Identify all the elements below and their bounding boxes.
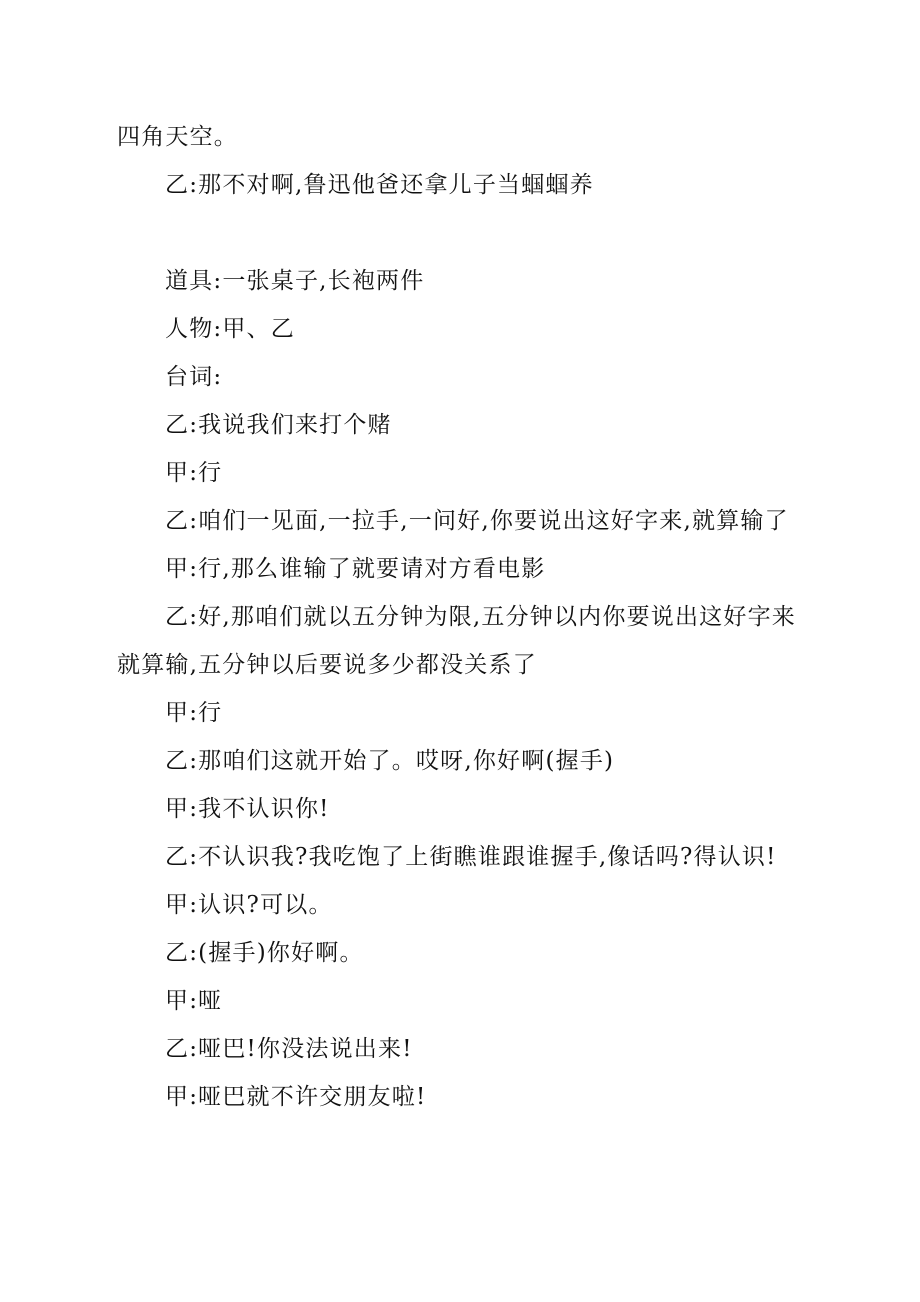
dialogue-line: 甲:我不认识你! — [165, 796, 330, 822]
dialogue-line: 甲:哑 — [165, 988, 223, 1014]
dialogue-line: 乙:不认识我?我吃饱了上街瞧谁跟谁握手,像话吗?得认识! — [165, 844, 777, 870]
dialogue-line: 乙:好,那咱们就以五分钟为限,五分钟以内你要说出这好字来就算输,五分钟以后要说多少都没关系了 — [117, 604, 796, 678]
script-heading: 台词: — [165, 364, 223, 390]
dialogue-line: 乙:(握手)你好啊。 — [165, 940, 364, 966]
dialogue-line: 乙:那不对啊,鲁迅他爸还拿儿子当蝈蝈养 — [165, 172, 594, 198]
blank-line — [117, 209, 807, 257]
dialogue-line: 甲:行 — [165, 460, 223, 486]
dialogue-line: 乙:咱们一见面,一拉手,一问好,你要说出这好字来,就算输了 — [165, 508, 789, 534]
characters-line: 人物:甲、乙 — [165, 316, 295, 342]
props-line: 道具:一张桌子,长袍两件 — [165, 268, 425, 294]
document-body — [117, 113, 807, 1121]
dialogue-line: 甲:行,那么谁输了就要请对方看电影 — [165, 556, 546, 582]
paragraph-continuation: 四角天空。 — [117, 124, 238, 150]
dialogue-line: 甲:行 — [165, 700, 223, 726]
dialogue-line: 乙:我说我们来打个赌 — [165, 412, 392, 438]
dialogue-line: 乙:哑巴!你没法说出来! — [165, 1036, 413, 1062]
dialogue-line: 甲:哑巴就不许交朋友啦! — [165, 1084, 427, 1110]
dialogue-line: 甲:认识?可以。 — [165, 892, 333, 918]
dialogue-line: 乙:那咱们这就开始了。哎呀,你好啊(握手) — [165, 748, 615, 774]
